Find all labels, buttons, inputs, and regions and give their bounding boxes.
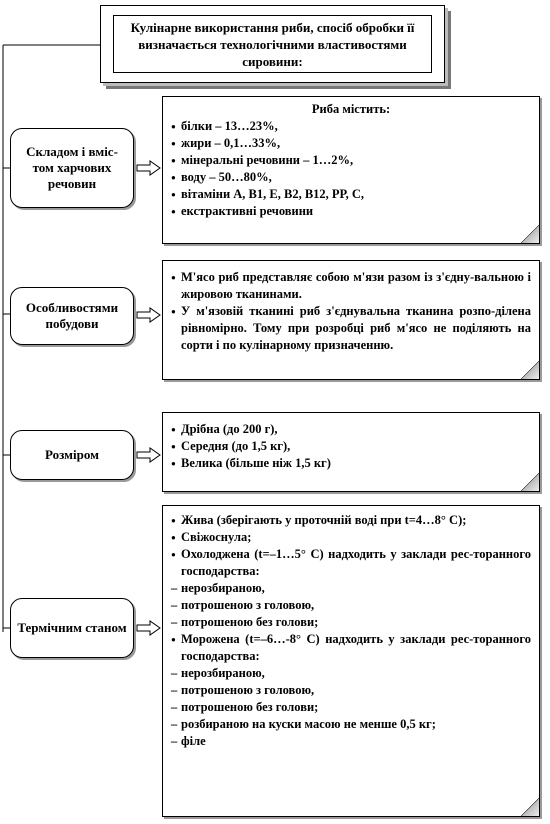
list-item: – філе — [171, 733, 531, 750]
category-composition — [10, 128, 134, 208]
note-size — [162, 412, 540, 492]
list-item: ● У м'язовій тканині риб з'єднувальна тканина розпо-ділена рівномірно. Тому при розробці риб м'ясо не поділяють на сорти і по кулінарному призначенню. — [171, 303, 531, 354]
category-thermal-state — [10, 598, 134, 658]
category-label: Термічним станом — [17, 620, 127, 635]
list-item: ● воду – 50…80%, — [171, 169, 531, 186]
list-item: ● Морожена (t=–6…-8° С) надходить у заклади рес-торанного господарства: — [171, 631, 531, 665]
category-label: Розміром — [45, 447, 99, 462]
list-item: ● жири – 0,1…33%, — [171, 135, 531, 152]
category-label: Особливостями побудови — [25, 300, 119, 331]
list-item: – потрошеною з головою, — [171, 682, 531, 699]
note-structure — [162, 260, 540, 380]
category-label: Складом і вміс-том харчових речовин — [26, 144, 118, 191]
list-item: – потрошеною без голови; — [171, 614, 531, 631]
category-size — [10, 430, 134, 480]
list-item: – нерозбираною, — [171, 665, 531, 682]
list-item: ● Свіжоснула; — [171, 529, 531, 546]
list-item: – потрошеною з головою, — [171, 597, 531, 614]
list-item: – нерозбираною, — [171, 580, 531, 597]
page-fold-icon — [521, 361, 539, 379]
page-fold-icon — [521, 225, 539, 243]
list-item: ● М'ясо риб представляє собою м'язи разом із з'єдну-вальною і жировою тканинами. — [171, 269, 531, 303]
page-fold-icon — [521, 798, 539, 816]
list-item: ● білки – 13…23%, — [171, 118, 531, 135]
note-heading: Риба містить: — [311, 102, 391, 116]
list-item: ● Велика (більше ніж 1,5 кг) — [171, 455, 531, 472]
list-item: ● Дрібна (до 200 г), — [171, 421, 531, 438]
list-item: – потрошеною без голови; — [171, 699, 531, 716]
title-text: Кулінарне використання риби, спосіб обробки її визначається технологічними властивостями сировини: — [113, 15, 432, 73]
list-item: ● вітаміни А, В1, Е, В2, В12, РР, С, — [171, 186, 531, 203]
list-item: ● Середня (до 1,5 кг), — [171, 438, 531, 455]
note-composition — [162, 96, 540, 244]
list-item: ● Охолоджена (t=–1…5° С) надходить у заклади рес-торанного господарства: — [171, 546, 531, 580]
list-item: ● екстрактивні речовини — [171, 203, 531, 220]
list-item: – розбираною на куски масою не менше 0,5 кг; — [171, 716, 531, 733]
note-thermal-state — [162, 505, 540, 817]
list-item: ● мінеральні речовини – 1…2%, — [171, 152, 531, 169]
page-fold-icon — [521, 473, 539, 491]
category-structure — [10, 287, 134, 345]
title-box — [100, 5, 445, 83]
list-item: ● Жива (зберігають у проточній воді при t=4…8° С); — [171, 512, 531, 529]
